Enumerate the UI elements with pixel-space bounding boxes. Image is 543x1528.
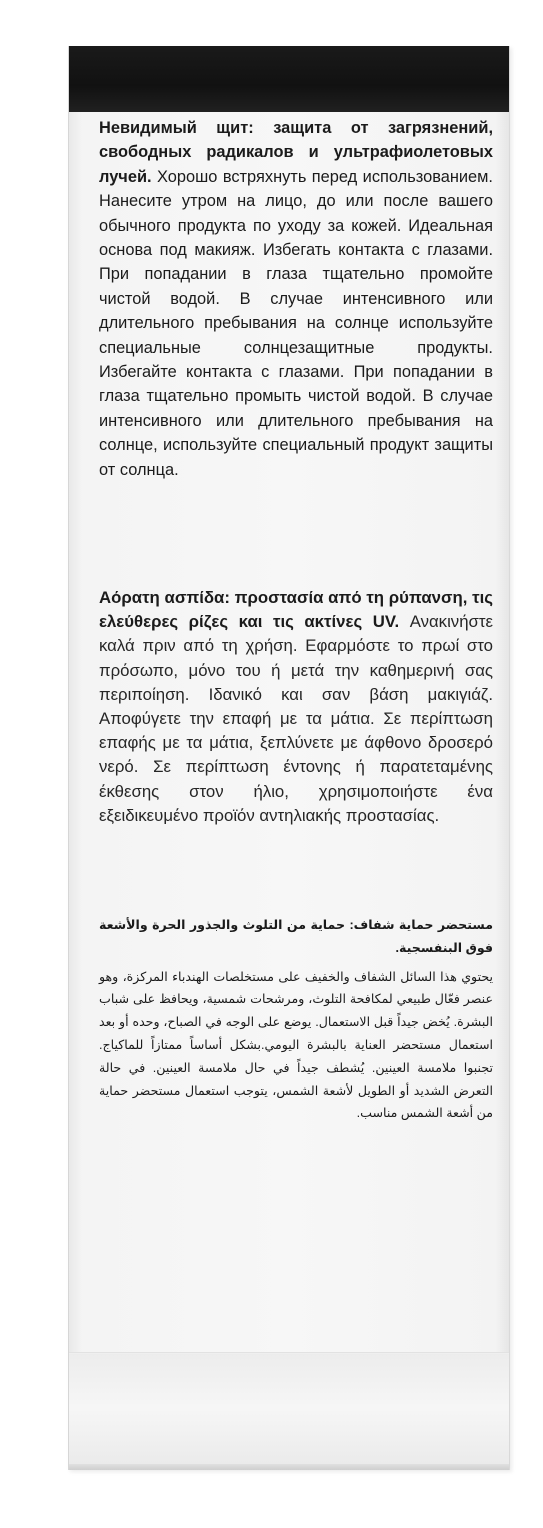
greek-instructions bbox=[99, 586, 493, 828]
greek-heading: Αόρατη ασπίδα: προστασία από τη ρύπανση, τις ελεύθερες ρίζες και τις ακτίνες UV. bbox=[99, 588, 493, 632]
box-fold-line bbox=[69, 1352, 509, 1354]
box-bottom-edge bbox=[69, 1464, 509, 1470]
russian-instructions bbox=[99, 116, 493, 482]
box-flap-shade bbox=[69, 1352, 509, 1464]
greek-body: Ανακινήστε καλά πριν από τη χρήση. Εφαρμόστε το πρωί στο πρόσωπο, μόνο του ή μετά την καθημερινή σας περιποίηση. Ιδανικό και σαν βάση μακιγιάζ. Αποφύγετε την επαφή με τα μάτια. Σε περίπτωση επαφής με τα μάτια, ξεπλύνετε με άφθονο δροσερό νερό. Σε περίπτωση έντονης ή παρατεταμένης έκθεσης στον ήλιο, χρησιμοποιήστε ένα εξειδικευμένο προϊόν αντηλιακής προστασίας. bbox=[99, 612, 493, 825]
russian-body: Хорошо встряхнуть перед использованием. Нанесите утром на лицо, до или после вашего обычного продукта по уходу за кожей. Идеальная основа под макияж. Избегать контакта с глазами. При попадании в глаза тщательно промойте чистой водой. В случае интенсивного или длительного пребывания на солнце используйте специальные солнцезащитные продукты. Избегайте контакта с глазами. При попадании в глаза тщательно промыть чистой водой. В случае интенсивного или длительного пребывания на солнце, используйте специальный продукт защиты от солнца. bbox=[99, 167, 493, 479]
arabic-heading: مستحضر حماية شفاف: حماية من التلوث والجذور الحرة والأشعة فوق البنفسجية. bbox=[99, 918, 493, 955]
product-box-side-panel bbox=[68, 46, 510, 1470]
arabic-body: يحتوي هذا السائل الشفاف والخفيف على مستخلصات الهندباء المركزة، وهو عنصر فعّال طبيعي لمكافحة التلوث، ومرشحات شمسية، ويحافظ على شباب البشرة. يُخض جيداً قبل الاستعمال. يوضع على الوجه في الصباح، وحده أو بعد استعمال مستحضر العناية بالبشرة اليومي.بشكل أساساً ممتازاً للماكياج. تجنبوا ملامسة العينين. يُشطف جيداً في حال ملامسة العينين. في حالة التعرض الشديد أو الطويل لأشعة الشمس، يتوجب استعمال مستحضر حماية من أشعة الشمس مناسب. bbox=[99, 969, 493, 1121]
russian-heading: Невидимый щит: защита от загрязнений, свободных радикалов и ультрафиолетовых лучей. bbox=[99, 119, 493, 186]
arabic-instructions bbox=[99, 914, 493, 1125]
black-top-band bbox=[69, 46, 509, 112]
